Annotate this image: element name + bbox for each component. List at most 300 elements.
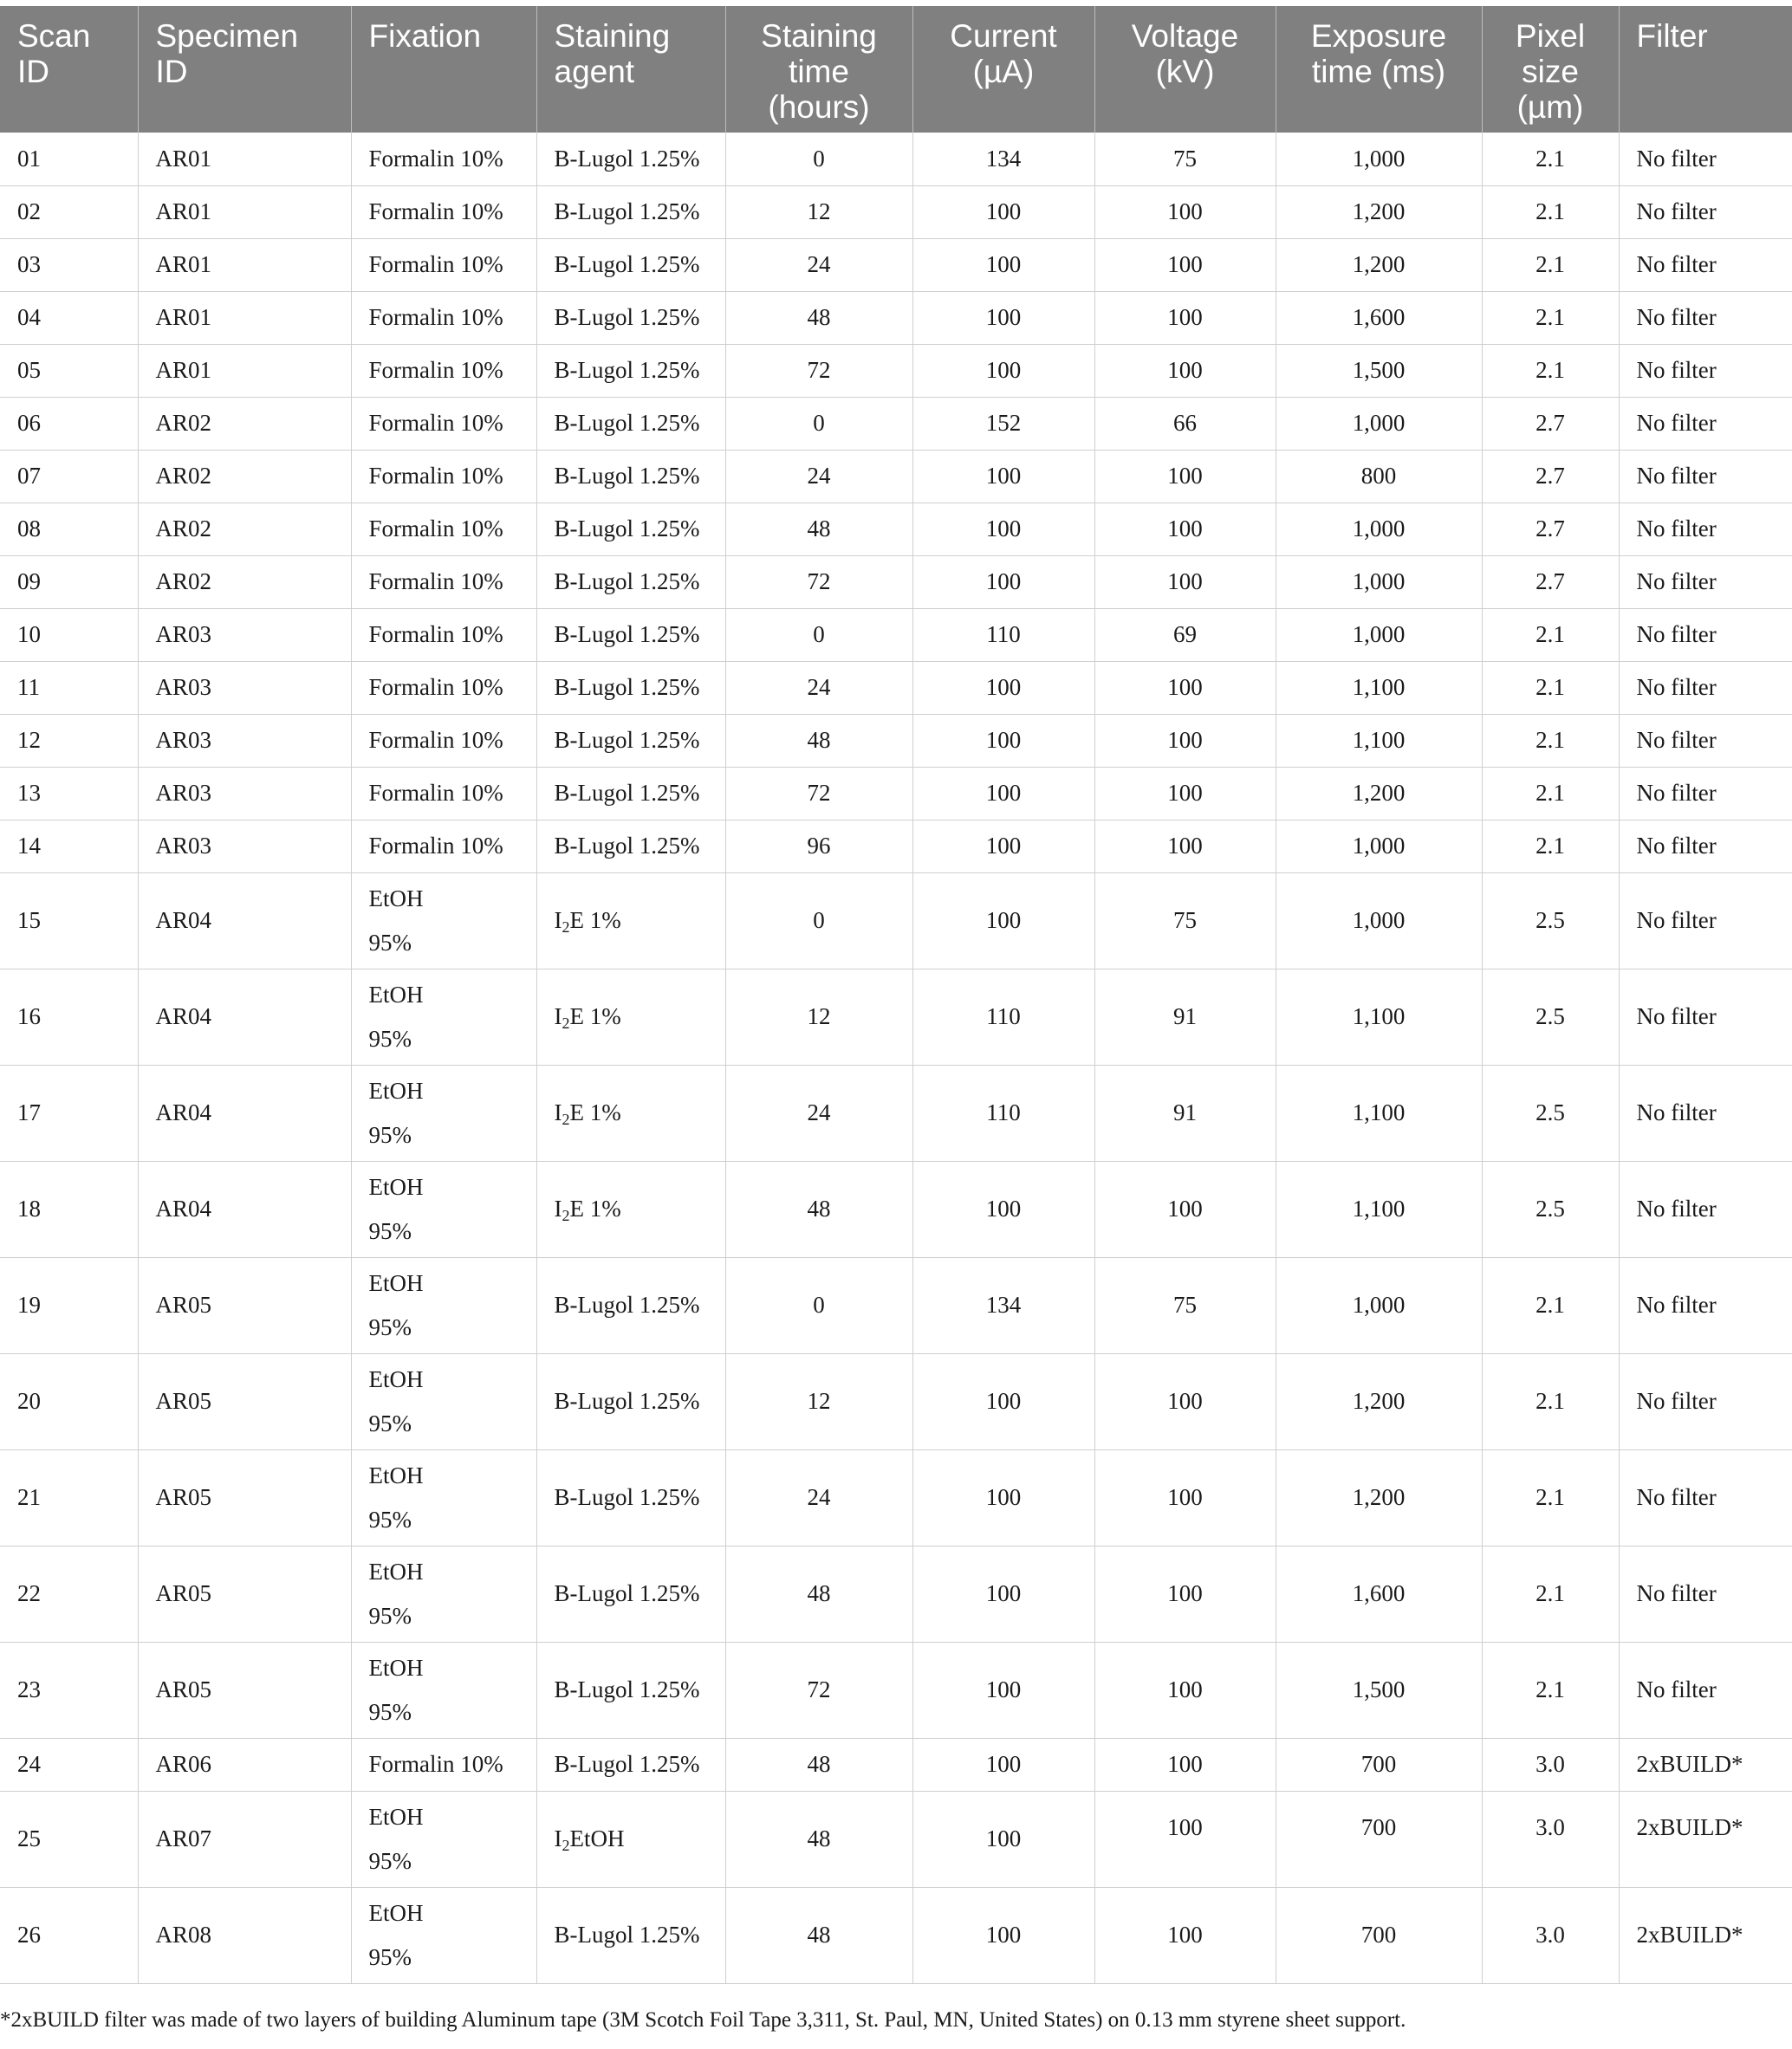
cell-filter: No filter [1619, 185, 1792, 238]
cell-exposure-time: 1,000 [1276, 872, 1482, 969]
cell-staining-agent [536, 185, 725, 238]
cell-fixation [351, 1257, 536, 1353]
cell-fixation [351, 1353, 536, 1449]
cell-pixel-size: 2.1 [1482, 767, 1619, 820]
agent-text-suffix: E 1% [569, 1003, 621, 1029]
fixation-line: EtOH [368, 1558, 424, 1585]
agent-subscript: 2 [562, 918, 570, 936]
header-text-line: Fixation [368, 18, 482, 54]
fixation-line: EtOH [368, 1269, 424, 1296]
table-row [0, 714, 1792, 767]
cell-exposure-time: 1,200 [1276, 767, 1482, 820]
cell-staining-agent [536, 661, 725, 714]
agent-text: B-Lugol 1.25% [554, 1922, 700, 1948]
header-text-line: Staining [554, 18, 671, 54]
fixation-line: EtOH [368, 885, 424, 911]
agent-text: I [554, 1196, 562, 1222]
cell-voltage: 91 [1094, 969, 1276, 1065]
cell-scan-id: 05 [0, 344, 138, 397]
cell-pixel-size: 2.1 [1482, 608, 1619, 661]
cell-fixation [351, 820, 536, 872]
cell-fixation [351, 969, 536, 1065]
cell-specimen-id: AR05 [138, 1257, 351, 1353]
cell-voltage: 100 [1094, 1353, 1276, 1449]
cell-specimen-id: AR03 [138, 714, 351, 767]
cell-fixation [351, 714, 536, 767]
cell-voltage: 100 [1094, 185, 1276, 238]
cell-exposure-time: 1,200 [1276, 185, 1482, 238]
cell-staining-time: 0 [725, 397, 912, 450]
cell-staining-time: 48 [725, 503, 912, 555]
fixation-line: EtOH [368, 1173, 424, 1200]
cell-staining-agent [536, 1791, 725, 1887]
agent-text: B-Lugol 1.25% [554, 568, 700, 594]
header-text-line: Specimen [155, 18, 299, 54]
cell-staining-agent [536, 344, 725, 397]
cell-pixel-size: 2.7 [1482, 397, 1619, 450]
cell-scan-id: 02 [0, 185, 138, 238]
fixation-line: EtOH [368, 1077, 424, 1104]
table-row [0, 1161, 1792, 1257]
cell-staining-agent [536, 1161, 725, 1257]
cell-filter: No filter [1619, 661, 1792, 714]
cell-scan-id: 12 [0, 714, 138, 767]
cell-fixation [351, 1738, 536, 1791]
cell-exposure-time: 1,100 [1276, 1065, 1482, 1161]
cell-filter: No filter [1619, 291, 1792, 344]
cell-pixel-size: 2.1 [1482, 1353, 1619, 1449]
fixation-line: Formalin 10% [368, 357, 503, 383]
agent-text: B-Lugol 1.25% [554, 515, 700, 541]
cell-pixel-size: 2.1 [1482, 661, 1619, 714]
cell-current: 100 [912, 767, 1094, 820]
header-text-line: Pixel [1515, 18, 1586, 54]
cell-voltage: 100 [1094, 767, 1276, 820]
cell-current: 100 [912, 1546, 1094, 1642]
header-current [912, 6, 1094, 133]
cell-current: 100 [912, 661, 1094, 714]
cell-filter: No filter [1619, 608, 1792, 661]
agent-text: I [554, 1003, 562, 1029]
cell-staining-time: 24 [725, 661, 912, 714]
cell-staining-time: 72 [725, 1642, 912, 1738]
cell-staining-agent [536, 291, 725, 344]
cell-scan-id: 25 [0, 1791, 138, 1887]
cell-specimen-id: AR02 [138, 450, 351, 503]
fixation-line: Formalin 10% [368, 304, 503, 330]
cell-staining-agent [536, 133, 725, 185]
cell-fixation [351, 503, 536, 555]
header-row [0, 6, 1792, 133]
cell-voltage: 100 [1094, 1642, 1276, 1738]
cell-specimen-id: AR05 [138, 1353, 351, 1449]
cell-exposure-time: 1,100 [1276, 1161, 1482, 1257]
table-row [0, 1065, 1792, 1161]
cell-pixel-size: 2.7 [1482, 555, 1619, 608]
header-pixel-size [1482, 6, 1619, 133]
cell-specimen-id: AR04 [138, 1161, 351, 1257]
fixation-line: 95% [368, 1943, 412, 1970]
cell-scan-id: 10 [0, 608, 138, 661]
cell-pixel-size: 2.7 [1482, 503, 1619, 555]
header-text-line: time [789, 54, 849, 89]
cell-staining-agent [536, 767, 725, 820]
cell-exposure-time: 700 [1276, 1738, 1482, 1791]
agent-text: B-Lugol 1.25% [554, 251, 700, 277]
fixation-line: 95% [368, 929, 412, 956]
agent-text: B-Lugol 1.25% [554, 1676, 700, 1702]
cell-exposure-time: 1,000 [1276, 1257, 1482, 1353]
cell-specimen-id: AR01 [138, 185, 351, 238]
cell-specimen-id: AR01 [138, 344, 351, 397]
cell-staining-agent [536, 1738, 725, 1791]
cell-specimen-id: AR02 [138, 555, 351, 608]
cell-filter: No filter [1619, 1257, 1792, 1353]
cell-scan-id: 11 [0, 661, 138, 714]
cell-filter: No filter [1619, 1546, 1792, 1642]
cell-exposure-time: 1,000 [1276, 397, 1482, 450]
cell-staining-time: 24 [725, 1449, 912, 1546]
fixation-line: Formalin 10% [368, 833, 503, 859]
cell-staining-agent [536, 714, 725, 767]
header-text-line: ID [17, 54, 49, 89]
cell-specimen-id: AR05 [138, 1642, 351, 1738]
cell-scan-id: 24 [0, 1738, 138, 1791]
cell-staining-time: 48 [725, 1791, 912, 1887]
cell-staining-time: 48 [725, 714, 912, 767]
agent-text-suffix: E 1% [569, 1196, 621, 1222]
cell-current: 134 [912, 133, 1094, 185]
cell-current: 100 [912, 1791, 1094, 1887]
cell-scan-id: 26 [0, 1887, 138, 1983]
cell-pixel-size: 2.5 [1482, 1161, 1619, 1257]
cell-pixel-size: 2.1 [1482, 1257, 1619, 1353]
header-text-line: Current [950, 18, 1057, 54]
cell-fixation [351, 1161, 536, 1257]
table-row [0, 1887, 1792, 1983]
cell-current: 100 [912, 291, 1094, 344]
header-text-line: size [1522, 54, 1579, 89]
cell-exposure-time: 1,100 [1276, 714, 1482, 767]
fixation-line: Formalin 10% [368, 515, 503, 541]
cell-pixel-size: 3.0 [1482, 1738, 1619, 1791]
cell-staining-time: 48 [725, 1887, 912, 1983]
header-text-line: (µm) [1516, 89, 1584, 125]
cell-staining-agent [536, 1642, 725, 1738]
cell-specimen-id: AR01 [138, 238, 351, 291]
fixation-line: 95% [368, 1025, 412, 1052]
agent-text-suffix: EtOH [569, 1825, 625, 1851]
cell-exposure-time: 1,500 [1276, 344, 1482, 397]
cell-current: 100 [912, 1161, 1094, 1257]
agent-text: B-Lugol 1.25% [554, 621, 700, 647]
cell-current: 100 [912, 185, 1094, 238]
table-row [0, 185, 1792, 238]
cell-specimen-id: AR04 [138, 1065, 351, 1161]
cell-scan-id: 04 [0, 291, 138, 344]
fixation-line: EtOH [368, 1899, 424, 1926]
cell-pixel-size: 2.1 [1482, 1642, 1619, 1738]
cell-exposure-time: 1,600 [1276, 291, 1482, 344]
fixation-line: Formalin 10% [368, 410, 503, 436]
fixation-line: Formalin 10% [368, 145, 503, 172]
cell-scan-id: 07 [0, 450, 138, 503]
fixation-line: Formalin 10% [368, 568, 503, 594]
cell-scan-id: 21 [0, 1449, 138, 1546]
cell-staining-agent [536, 1887, 725, 1983]
cell-voltage: 100 [1094, 450, 1276, 503]
cell-scan-id: 20 [0, 1353, 138, 1449]
cell-staining-time: 72 [725, 344, 912, 397]
cell-fixation [351, 608, 536, 661]
agent-text: B-Lugol 1.25% [554, 1580, 700, 1606]
cell-staining-time: 12 [725, 185, 912, 238]
cell-specimen-id: AR03 [138, 661, 351, 714]
cell-specimen-id: AR06 [138, 1738, 351, 1791]
header-scan-id [0, 6, 138, 133]
agent-text: B-Lugol 1.25% [554, 463, 700, 489]
cell-fixation [351, 1065, 536, 1161]
header-text-line: Staining [761, 18, 877, 54]
cell-pixel-size: 2.7 [1482, 450, 1619, 503]
cell-current: 100 [912, 1887, 1094, 1983]
fixation-line: Formalin 10% [368, 727, 503, 753]
cell-specimen-id: AR07 [138, 1791, 351, 1887]
cell-exposure-time: 700 [1276, 1887, 1482, 1983]
table-row [0, 1791, 1792, 1887]
header-text-line: ID [155, 54, 188, 89]
cell-staining-agent [536, 1065, 725, 1161]
cell-voltage: 100 [1094, 238, 1276, 291]
cell-specimen-id: AR08 [138, 1887, 351, 1983]
agent-text: B-Lugol 1.25% [554, 780, 700, 806]
cell-filter: No filter [1619, 872, 1792, 969]
scan-parameters-table [0, 6, 1792, 1984]
cell-current: 110 [912, 1065, 1094, 1161]
cell-pixel-size: 2.1 [1482, 133, 1619, 185]
cell-staining-time: 48 [725, 1738, 912, 1791]
cell-fixation [351, 1449, 536, 1546]
cell-filter: 2xBUILD* [1619, 1738, 1792, 1791]
cell-fixation [351, 767, 536, 820]
cell-current: 100 [912, 1738, 1094, 1791]
cell-fixation [351, 1887, 536, 1983]
table-footnote: *2xBUILD filter was made of two layers of building Aluminum tape (3M Scotch Foil Tape 3,311, St. Paul, MN, United States) on 0.13 mm styrene sheet support. [0, 2008, 1406, 2032]
fixation-line: EtOH [368, 1803, 424, 1830]
cell-current: 100 [912, 503, 1094, 555]
cell-scan-id: 08 [0, 503, 138, 555]
fixation-line: EtOH [368, 1462, 424, 1488]
cell-scan-id: 03 [0, 238, 138, 291]
cell-staining-time: 72 [725, 555, 912, 608]
cell-staining-time: 96 [725, 820, 912, 872]
header-exposure-time [1276, 6, 1482, 133]
fixation-line: 95% [368, 1847, 412, 1874]
agent-subscript: 2 [562, 1111, 570, 1128]
table-row [0, 133, 1792, 185]
cell-pixel-size: 2.1 [1482, 714, 1619, 767]
cell-pixel-size: 2.5 [1482, 969, 1619, 1065]
cell-exposure-time: 1,000 [1276, 608, 1482, 661]
cell-specimen-id: AR01 [138, 133, 351, 185]
cell-scan-id: 01 [0, 133, 138, 185]
header-text-line: Exposure [1310, 18, 1447, 54]
cell-scan-id: 16 [0, 969, 138, 1065]
cell-staining-agent [536, 820, 725, 872]
fixation-line: EtOH [368, 981, 424, 1008]
cell-current: 110 [912, 969, 1094, 1065]
agent-subscript: 2 [562, 1837, 570, 1854]
cell-staining-agent [536, 1449, 725, 1546]
cell-voltage: 91 [1094, 1065, 1276, 1161]
agent-text: B-Lugol 1.25% [554, 357, 700, 383]
cell-voltage: 100 [1094, 1546, 1276, 1642]
cell-staining-time: 24 [725, 1065, 912, 1161]
fixation-line: 95% [368, 1217, 412, 1244]
cell-fixation [351, 291, 536, 344]
cell-filter: No filter [1619, 344, 1792, 397]
cell-voltage: 100 [1094, 1161, 1276, 1257]
cell-filter: No filter [1619, 1642, 1792, 1738]
cell-filter: No filter [1619, 714, 1792, 767]
cell-staining-agent [536, 503, 725, 555]
cell-exposure-time: 1,200 [1276, 238, 1482, 291]
cell-staining-agent [536, 1257, 725, 1353]
header-filter [1619, 6, 1792, 133]
cell-fixation [351, 450, 536, 503]
agent-text-suffix: E 1% [569, 907, 621, 933]
agent-subscript: 2 [562, 1207, 570, 1224]
fixation-line: Formalin 10% [368, 251, 503, 277]
scan-parameters-table-wrapper [0, 6, 1792, 1984]
cell-voltage: 66 [1094, 397, 1276, 450]
cell-exposure-time: 1,100 [1276, 969, 1482, 1065]
header-text-line: time (ms) [1311, 54, 1446, 89]
cell-staining-agent [536, 238, 725, 291]
table-row [0, 767, 1792, 820]
cell-voltage: 100 [1094, 714, 1276, 767]
cell-pixel-size: 3.0 [1482, 1887, 1619, 1983]
cell-staining-agent [536, 608, 725, 661]
cell-exposure-time: 700 [1276, 1791, 1482, 1887]
cell-staining-time: 48 [725, 291, 912, 344]
cell-voltage: 100 [1094, 820, 1276, 872]
cell-staining-time: 48 [725, 1546, 912, 1642]
fixation-line: 95% [368, 1698, 412, 1725]
cell-filter: No filter [1619, 767, 1792, 820]
cell-staining-time: 24 [725, 450, 912, 503]
cell-specimen-id: AR05 [138, 1546, 351, 1642]
header-specimen-id [138, 6, 351, 133]
cell-voltage: 100 [1094, 344, 1276, 397]
table-row [0, 1738, 1792, 1791]
table-row [0, 503, 1792, 555]
cell-scan-id: 06 [0, 397, 138, 450]
cell-filter: No filter [1619, 820, 1792, 872]
cell-fixation [351, 661, 536, 714]
agent-text: B-Lugol 1.25% [554, 1388, 700, 1414]
cell-exposure-time: 1,000 [1276, 555, 1482, 608]
cell-exposure-time: 800 [1276, 450, 1482, 503]
cell-current: 100 [912, 555, 1094, 608]
table-row [0, 969, 1792, 1065]
cell-fixation [351, 1642, 536, 1738]
fixation-line: Formalin 10% [368, 780, 503, 806]
agent-text-suffix: E 1% [569, 1099, 621, 1125]
agent-text: I [554, 1825, 562, 1851]
cell-exposure-time: 1,100 [1276, 661, 1482, 714]
table-row [0, 608, 1792, 661]
cell-exposure-time: 1,200 [1276, 1353, 1482, 1449]
table-row [0, 1257, 1792, 1353]
cell-scan-id: 18 [0, 1161, 138, 1257]
cell-current: 100 [912, 344, 1094, 397]
cell-current: 100 [912, 872, 1094, 969]
cell-scan-id: 13 [0, 767, 138, 820]
agent-text: B-Lugol 1.25% [554, 410, 700, 436]
cell-staining-agent [536, 450, 725, 503]
cell-scan-id: 09 [0, 555, 138, 608]
agent-text: B-Lugol 1.25% [554, 304, 700, 330]
agent-text: I [554, 907, 562, 933]
cell-specimen-id: AR03 [138, 820, 351, 872]
header-fixation [351, 6, 536, 133]
cell-specimen-id: AR02 [138, 503, 351, 555]
cell-voltage: 69 [1094, 608, 1276, 661]
fixation-line: 95% [368, 1313, 412, 1340]
cell-staining-time: 48 [725, 1161, 912, 1257]
table-row [0, 1449, 1792, 1546]
cell-fixation [351, 185, 536, 238]
cell-filter: No filter [1619, 1353, 1792, 1449]
cell-specimen-id: AR03 [138, 767, 351, 820]
cell-specimen-id: AR02 [138, 397, 351, 450]
cell-scan-id: 23 [0, 1642, 138, 1738]
header-staining-agent [536, 6, 725, 133]
cell-filter: 2xBUILD* [1619, 1791, 1792, 1887]
cell-voltage: 100 [1094, 1791, 1276, 1887]
cell-staining-time: 0 [725, 133, 912, 185]
cell-current: 100 [912, 450, 1094, 503]
cell-fixation [351, 555, 536, 608]
agent-text: B-Lugol 1.25% [554, 674, 700, 700]
cell-voltage: 100 [1094, 291, 1276, 344]
cell-pixel-size: 3.0 [1482, 1791, 1619, 1887]
table-header [0, 6, 1792, 133]
header-text-line: Scan [17, 18, 91, 54]
cell-voltage: 75 [1094, 133, 1276, 185]
table-row [0, 344, 1792, 397]
cell-pixel-size: 2.1 [1482, 820, 1619, 872]
cell-staining-agent [536, 969, 725, 1065]
cell-scan-id: 17 [0, 1065, 138, 1161]
cell-specimen-id: AR04 [138, 969, 351, 1065]
cell-voltage: 100 [1094, 661, 1276, 714]
cell-current: 100 [912, 714, 1094, 767]
cell-staining-time: 24 [725, 238, 912, 291]
cell-staining-agent [536, 1353, 725, 1449]
cell-fixation [351, 872, 536, 969]
header-voltage [1094, 6, 1276, 133]
fixation-line: 95% [368, 1506, 412, 1533]
header-text-line: (hours) [768, 89, 870, 125]
header-staining-time [725, 6, 912, 133]
fixation-line: 95% [368, 1121, 412, 1148]
fixation-line: Formalin 10% [368, 198, 503, 224]
cell-staining-time: 0 [725, 608, 912, 661]
cell-pixel-size: 2.1 [1482, 1546, 1619, 1642]
cell-staining-time: 12 [725, 969, 912, 1065]
